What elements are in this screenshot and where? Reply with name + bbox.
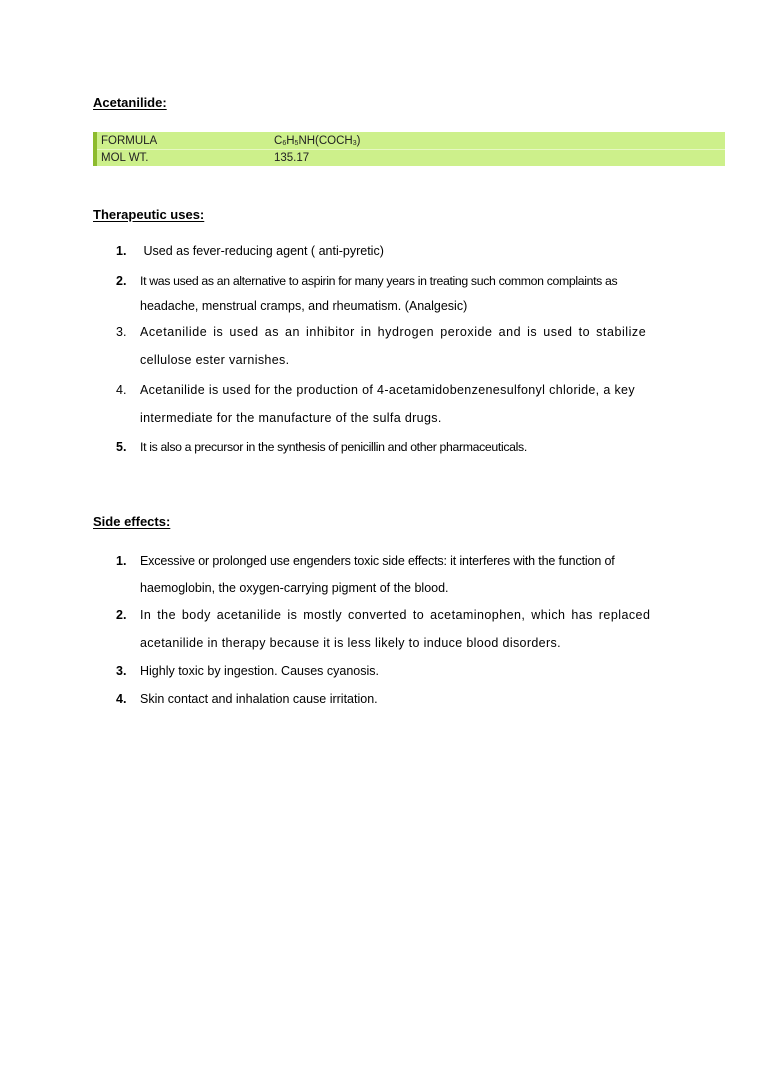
list-text: haemoglobin, the oxygen-carrying pigment of the blood.: [140, 581, 449, 595]
list-number: 3.: [116, 664, 127, 678]
side-effects-heading: Side effects:: [93, 514, 171, 529]
list-number: 1.: [116, 554, 127, 568]
property-label: FORMULA: [101, 135, 158, 147]
list-text: Excessive or prolonged use engenders toxic side effects: it interferes with the function of: [140, 554, 615, 568]
therapeutic-uses-heading: Therapeutic uses:: [93, 207, 205, 222]
list-text: acetanilide in therapy because it is less likely to induce blood disorders.: [140, 636, 561, 650]
list-text: Acetanilide is used for the production of 4-acetamidobenzenesulfonyl chloride, a key: [140, 383, 635, 397]
mol-wt-value: 135.17: [274, 152, 310, 164]
list-number: 4.: [116, 692, 127, 706]
list-text: It was used as an alternative to aspirin for many years in treating such common complaints as: [140, 274, 618, 288]
list-number: 3.: [116, 325, 127, 339]
list-number: 2.: [116, 274, 127, 288]
title-heading: Acetanilide:: [93, 95, 167, 110]
list-text: headache, menstrual cramps, and rheumatism. (Analgesic): [140, 299, 468, 313]
list-text: intermediate for the manufacture of the sulfa drugs.: [140, 411, 442, 425]
list-text: In the body acetanilide is mostly converted to acetaminophen, which has replaced: [140, 608, 651, 622]
list-number: 4.: [116, 383, 127, 397]
property-row-formula: [97, 133, 725, 149]
property-row-mol-wt: [97, 149, 725, 166]
list-text: Highly toxic by ingestion. Causes cyanosis.: [140, 664, 380, 678]
list-text: It is also a precursor in the synthesis of penicillin and other pharmaceuticals.: [140, 440, 527, 454]
list-text: Used as fever-reducing agent ( anti-pyretic): [140, 244, 384, 258]
list-text: Acetanilide is used as an inhibitor in hydrogen peroxide and is used to stabilize: [140, 325, 647, 339]
formula-value: $C_6H_5NH(COCH_3)$: [274, 135, 361, 147]
property-label: MOL WT.: [101, 152, 149, 164]
list-number: 2.: [116, 608, 127, 622]
list-number: 5.: [116, 440, 127, 454]
properties-table: [93, 132, 725, 166]
list-text: Skin contact and inhalation cause irritation.: [140, 692, 378, 706]
list-number: 1.: [116, 244, 127, 258]
list-text: cellulose ester varnishes.: [140, 353, 290, 367]
